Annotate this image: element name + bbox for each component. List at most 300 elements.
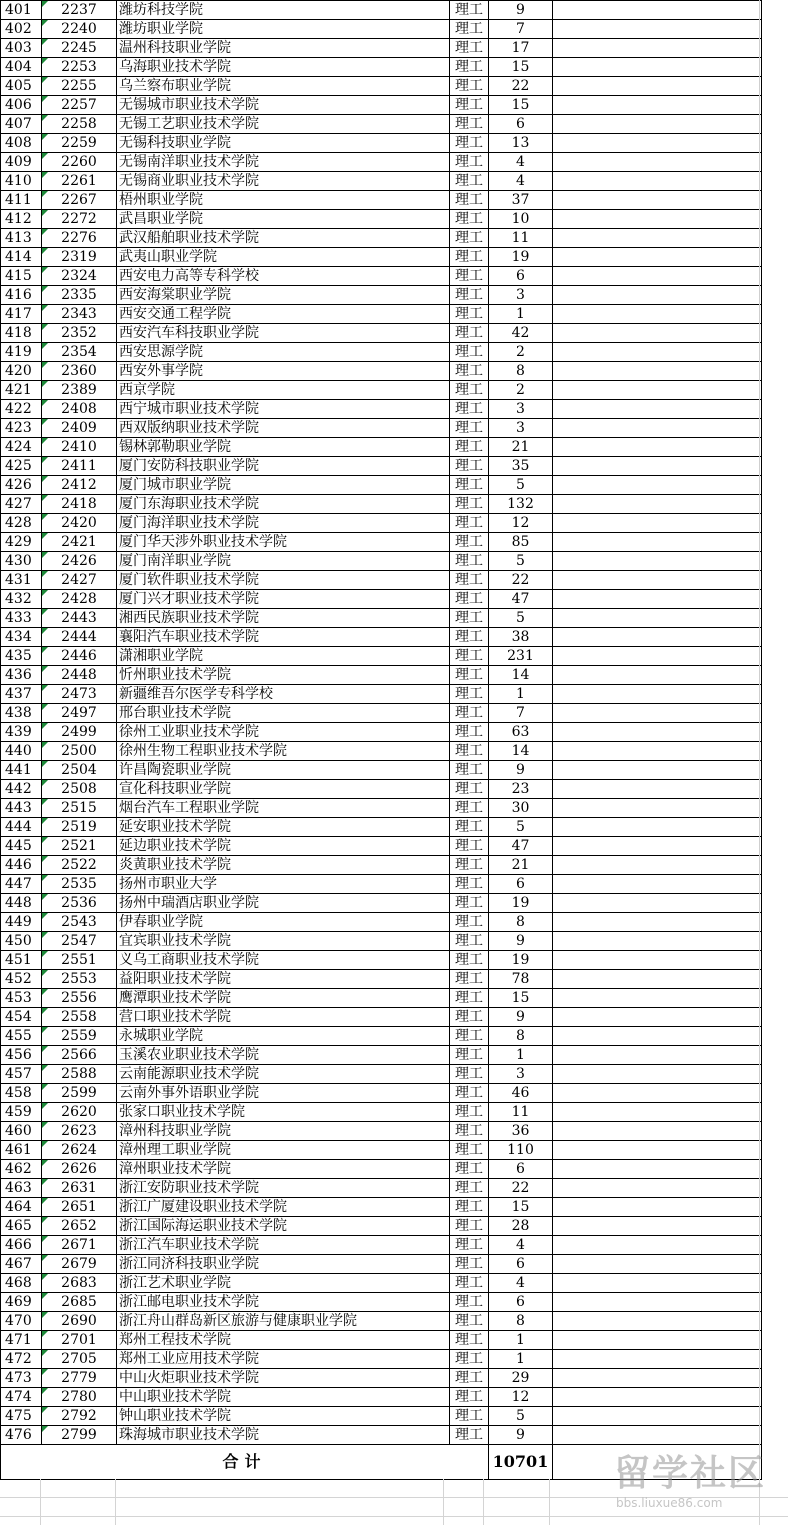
row-number-cell: 460 — [1, 1122, 42, 1141]
row-number-cell: 426 — [1, 476, 42, 495]
count-cell: 42 — [489, 324, 553, 343]
empty-cell — [553, 1312, 762, 1331]
count-cell: 29 — [489, 1369, 553, 1388]
empty-cell — [553, 1255, 762, 1274]
row-number-cell: 464 — [1, 1198, 42, 1217]
table-row — [1, 533, 762, 552]
category-cell: 理工 — [450, 495, 489, 514]
empty-cell — [553, 134, 762, 153]
code-text: 2705 — [61, 1351, 97, 1367]
count-cell: 35 — [489, 457, 553, 476]
watermark-title: 留学社区 — [614, 1453, 767, 1494]
table-row — [1, 153, 762, 172]
row-number-cell: 433 — [1, 609, 42, 628]
code-cell — [42, 1, 117, 20]
row-number-cell: 446 — [1, 856, 42, 875]
empty-cell — [553, 780, 762, 799]
row-number-cell: 410 — [1, 172, 42, 191]
category-cell: 理工 — [450, 1027, 489, 1046]
error-indicator-icon — [42, 913, 48, 919]
row-number-cell: 448 — [1, 894, 42, 913]
table-row — [1, 457, 762, 476]
category-cell: 理工 — [450, 476, 489, 495]
error-indicator-icon — [42, 1312, 48, 1318]
error-indicator-icon — [42, 1179, 48, 1185]
code-cell — [42, 20, 117, 39]
code-text: 2253 — [61, 59, 97, 75]
table-row — [1, 286, 762, 305]
school-name-cell: 西京学院 — [117, 381, 450, 400]
row-number-cell: 445 — [1, 837, 42, 856]
school-name-cell: 潍坊科技学院 — [117, 1, 450, 20]
category-cell: 理工 — [450, 913, 489, 932]
error-indicator-icon — [42, 20, 48, 26]
error-indicator-icon — [42, 799, 48, 805]
row-number-cell: 474 — [1, 1388, 42, 1407]
row-number-cell: 422 — [1, 400, 42, 419]
row-number-cell: 403 — [1, 39, 42, 58]
table-row — [1, 685, 762, 704]
code-text: 2446 — [61, 648, 97, 664]
code-text: 2237 — [61, 2, 97, 18]
row-number-cell: 428 — [1, 514, 42, 533]
table-row — [1, 1217, 762, 1236]
category-cell: 理工 — [450, 552, 489, 571]
table-row — [1, 1160, 762, 1179]
code-cell — [42, 628, 117, 647]
error-indicator-icon — [42, 1027, 48, 1033]
code-text: 2535 — [61, 876, 97, 892]
error-indicator-icon — [42, 818, 48, 824]
count-cell: 6 — [489, 875, 553, 894]
empty-cell — [553, 856, 762, 875]
error-indicator-icon — [42, 628, 48, 634]
count-cell: 23 — [489, 780, 553, 799]
code-cell — [42, 457, 117, 476]
code-cell — [42, 856, 117, 875]
row-number-cell: 458 — [1, 1084, 42, 1103]
count-cell: 3 — [489, 419, 553, 438]
school-name-cell: 中山职业技术学院 — [117, 1388, 450, 1407]
table-row — [1, 1350, 762, 1369]
code-cell — [42, 1236, 117, 1255]
empty-cell — [553, 115, 762, 134]
error-indicator-icon — [42, 1084, 48, 1090]
row-number-cell: 415 — [1, 267, 42, 286]
row-number-cell: 429 — [1, 533, 42, 552]
error-indicator-icon — [42, 457, 48, 463]
count-cell: 1 — [489, 685, 553, 704]
error-indicator-icon — [42, 552, 48, 558]
error-indicator-icon — [42, 685, 48, 691]
row-number-cell: 462 — [1, 1160, 42, 1179]
category-cell: 理工 — [450, 381, 489, 400]
code-cell — [42, 894, 117, 913]
category-cell: 理工 — [450, 875, 489, 894]
code-text: 2497 — [61, 705, 97, 721]
code-text: 2631 — [61, 1180, 97, 1196]
category-cell: 理工 — [450, 1, 489, 20]
code-text: 2522 — [61, 857, 97, 873]
row-number-cell: 402 — [1, 20, 42, 39]
row-number-cell: 475 — [1, 1407, 42, 1426]
code-text: 2473 — [61, 686, 97, 702]
code-text: 2412 — [61, 477, 97, 493]
code-cell — [42, 1122, 117, 1141]
code-text: 2626 — [61, 1161, 97, 1177]
row-number-cell: 441 — [1, 761, 42, 780]
code-cell — [42, 1027, 117, 1046]
code-cell — [42, 419, 117, 438]
table-row — [1, 1331, 762, 1350]
total-value: 10701 — [489, 1445, 553, 1480]
code-text: 2690 — [61, 1313, 97, 1329]
empty-cell — [553, 210, 762, 229]
code-cell — [42, 286, 117, 305]
table-row — [1, 20, 762, 39]
gridline — [549, 1479, 550, 1525]
count-cell: 38 — [489, 628, 553, 647]
row-number-cell: 423 — [1, 419, 42, 438]
table-row — [1, 1293, 762, 1312]
code-cell — [42, 1426, 117, 1445]
table-row — [1, 381, 762, 400]
category-cell: 理工 — [450, 1046, 489, 1065]
row-number-cell: 405 — [1, 77, 42, 96]
count-cell: 19 — [489, 248, 553, 267]
category-cell: 理工 — [450, 286, 489, 305]
code-cell — [42, 799, 117, 818]
code-cell — [42, 951, 117, 970]
count-cell: 8 — [489, 1027, 553, 1046]
count-cell: 15 — [489, 58, 553, 77]
school-name-cell: 武昌职业学院 — [117, 210, 450, 229]
category-cell: 理工 — [450, 1103, 489, 1122]
category-cell: 理工 — [450, 362, 489, 381]
table-row — [1, 115, 762, 134]
empty-cell — [553, 1103, 762, 1122]
error-indicator-icon — [42, 438, 48, 444]
category-cell: 理工 — [450, 989, 489, 1008]
row-number-cell: 409 — [1, 153, 42, 172]
school-name-cell: 无锡商业职业技术学院 — [117, 172, 450, 191]
error-indicator-icon — [42, 1331, 48, 1337]
error-indicator-icon — [42, 172, 48, 178]
code-text: 2566 — [61, 1047, 97, 1063]
empty-cell — [553, 343, 762, 362]
category-cell: 理工 — [450, 1084, 489, 1103]
error-indicator-icon — [42, 343, 48, 349]
code-cell — [42, 39, 117, 58]
count-cell: 11 — [489, 229, 553, 248]
code-text: 2556 — [61, 990, 97, 1006]
error-indicator-icon — [42, 362, 48, 368]
category-cell: 理工 — [450, 1160, 489, 1179]
row-number-cell: 455 — [1, 1027, 42, 1046]
category-cell: 理工 — [450, 1141, 489, 1160]
count-cell: 21 — [489, 438, 553, 457]
empty-cell — [553, 1179, 762, 1198]
code-cell — [42, 58, 117, 77]
error-indicator-icon — [42, 96, 48, 102]
table-row — [1, 362, 762, 381]
empty-cell — [553, 1407, 762, 1426]
category-cell: 理工 — [450, 58, 489, 77]
table-row — [1, 932, 762, 951]
empty-cell — [553, 590, 762, 609]
row-number-cell: 435 — [1, 647, 42, 666]
code-text: 2276 — [61, 230, 97, 246]
school-name-cell: 西安海棠职业学院 — [117, 286, 450, 305]
code-cell — [42, 381, 117, 400]
empty-cell — [553, 77, 762, 96]
category-cell: 理工 — [450, 1331, 489, 1350]
category-cell: 理工 — [450, 837, 489, 856]
count-cell: 6 — [489, 267, 553, 286]
code-text: 2553 — [61, 971, 97, 987]
school-name-cell: 浙江舟山群岛新区旅游与健康职业学院 — [117, 1312, 450, 1331]
gridline — [115, 1479, 116, 1525]
empty-cell — [553, 1331, 762, 1350]
code-text: 2411 — [61, 458, 97, 474]
code-cell — [42, 571, 117, 590]
error-indicator-icon — [42, 1065, 48, 1071]
count-cell: 5 — [489, 818, 553, 837]
category-cell: 理工 — [450, 571, 489, 590]
row-number-cell: 476 — [1, 1426, 42, 1445]
empty-cell — [553, 400, 762, 419]
school-name-cell: 鹰潭职业技术学院 — [117, 989, 450, 1008]
count-cell: 36 — [489, 1122, 553, 1141]
category-cell: 理工 — [450, 172, 489, 191]
code-cell — [42, 1388, 117, 1407]
code-cell — [42, 267, 117, 286]
code-text: 2258 — [61, 116, 97, 132]
table-row — [1, 780, 762, 799]
table-row — [1, 58, 762, 77]
empty-cell — [553, 951, 762, 970]
count-cell: 12 — [489, 514, 553, 533]
code-cell — [42, 818, 117, 837]
code-cell — [42, 191, 117, 210]
school-name-cell: 乌兰察布职业学院 — [117, 77, 450, 96]
empty-cell — [553, 894, 762, 913]
code-cell — [42, 1312, 117, 1331]
code-text: 2685 — [61, 1294, 97, 1310]
count-cell: 1 — [489, 305, 553, 324]
count-cell: 9 — [489, 1426, 553, 1445]
category-cell: 理工 — [450, 77, 489, 96]
school-name-cell: 襄阳汽车职业技术学院 — [117, 628, 450, 647]
code-cell — [42, 1255, 117, 1274]
count-cell: 8 — [489, 913, 553, 932]
table-row — [1, 172, 762, 191]
school-name-cell: 湘西民族职业技术学院 — [117, 609, 450, 628]
table-row — [1, 1255, 762, 1274]
empty-cell — [553, 457, 762, 476]
school-name-cell: 新疆维吾尔医学专科学校 — [117, 685, 450, 704]
code-text: 2519 — [61, 819, 97, 835]
table-row — [1, 1236, 762, 1255]
table-row — [1, 951, 762, 970]
count-cell: 17 — [489, 39, 553, 58]
row-number-cell: 454 — [1, 1008, 42, 1027]
category-cell: 理工 — [450, 1426, 489, 1445]
count-cell: 19 — [489, 894, 553, 913]
count-cell: 110 — [489, 1141, 553, 1160]
row-number-cell: 434 — [1, 628, 42, 647]
table-row — [1, 1103, 762, 1122]
code-text: 2679 — [61, 1256, 97, 1272]
table-row — [1, 761, 762, 780]
error-indicator-icon — [42, 1141, 48, 1147]
table-row — [1, 723, 762, 742]
error-indicator-icon — [42, 476, 48, 482]
code-text: 2255 — [61, 78, 97, 94]
empty-cell — [553, 1198, 762, 1217]
table-row — [1, 894, 762, 913]
row-number-cell: 408 — [1, 134, 42, 153]
count-cell: 15 — [489, 989, 553, 1008]
table-row — [1, 1122, 762, 1141]
category-cell: 理工 — [450, 457, 489, 476]
table-row — [1, 1065, 762, 1084]
code-cell — [42, 609, 117, 628]
code-cell — [42, 1217, 117, 1236]
empty-cell — [553, 628, 762, 647]
empty-cell — [553, 1008, 762, 1027]
count-cell: 2 — [489, 381, 553, 400]
row-number-cell: 463 — [1, 1179, 42, 1198]
row-number-cell: 404 — [1, 58, 42, 77]
row-number-cell: 425 — [1, 457, 42, 476]
table-row — [1, 571, 762, 590]
table-row — [1, 552, 762, 571]
empty-cell — [553, 875, 762, 894]
error-indicator-icon — [42, 742, 48, 748]
row-number-cell: 416 — [1, 286, 42, 305]
code-text: 2508 — [61, 781, 97, 797]
code-cell — [42, 1369, 117, 1388]
code-text: 2620 — [61, 1104, 97, 1120]
row-number-cell: 430 — [1, 552, 42, 571]
count-cell: 1 — [489, 1331, 553, 1350]
table-row — [1, 191, 762, 210]
code-text: 2599 — [61, 1085, 97, 1101]
count-cell: 11 — [489, 1103, 553, 1122]
code-text: 2389 — [61, 382, 97, 398]
category-cell: 理工 — [450, 628, 489, 647]
error-indicator-icon — [42, 647, 48, 653]
table-row — [1, 419, 762, 438]
empty-cell — [553, 742, 762, 761]
school-name-cell: 无锡城市职业技术学院 — [117, 96, 450, 115]
school-name-cell: 浙江汽车职业技术学院 — [117, 1236, 450, 1255]
row-number-cell: 461 — [1, 1141, 42, 1160]
error-indicator-icon — [42, 191, 48, 197]
row-number-cell: 456 — [1, 1046, 42, 1065]
gridline — [483, 1479, 484, 1525]
school-name-cell: 厦门南洋职业学院 — [117, 552, 450, 571]
code-cell — [42, 647, 117, 666]
table-row — [1, 39, 762, 58]
school-name-cell: 营口职业技术学院 — [117, 1008, 450, 1027]
code-text: 2779 — [61, 1370, 97, 1386]
count-cell: 15 — [489, 1198, 553, 1217]
code-cell — [42, 400, 117, 419]
row-number-cell: 466 — [1, 1236, 42, 1255]
category-cell: 理工 — [450, 514, 489, 533]
school-name-cell: 厦门海洋职业技术学院 — [117, 514, 450, 533]
empty-cell — [553, 552, 762, 571]
code-cell — [42, 134, 117, 153]
code-text: 2683 — [61, 1275, 97, 1291]
category-cell: 理工 — [450, 666, 489, 685]
code-cell — [42, 1103, 117, 1122]
row-number-cell: 469 — [1, 1293, 42, 1312]
total-label: 合计 — [1, 1445, 489, 1480]
empty-cell — [553, 191, 762, 210]
empty-cell — [553, 1046, 762, 1065]
code-cell — [42, 552, 117, 571]
category-cell: 理工 — [450, 742, 489, 761]
empty-cell — [553, 932, 762, 951]
error-indicator-icon — [42, 58, 48, 64]
count-cell: 4 — [489, 1236, 553, 1255]
school-name-cell: 许昌陶瓷职业学院 — [117, 761, 450, 780]
code-text: 2418 — [61, 496, 97, 512]
code-cell — [42, 210, 117, 229]
count-cell: 3 — [489, 286, 553, 305]
count-cell: 14 — [489, 742, 553, 761]
empty-cell — [553, 723, 762, 742]
category-cell: 理工 — [450, 20, 489, 39]
row-number-cell: 414 — [1, 248, 42, 267]
row-number-cell: 431 — [1, 571, 42, 590]
category-cell: 理工 — [450, 780, 489, 799]
code-text: 2360 — [61, 363, 97, 379]
code-cell — [42, 533, 117, 552]
error-indicator-icon — [42, 533, 48, 539]
category-cell: 理工 — [450, 1274, 489, 1293]
code-text: 2536 — [61, 895, 97, 911]
row-number-cell: 473 — [1, 1369, 42, 1388]
count-cell: 4 — [489, 1274, 553, 1293]
empty-cell — [553, 1369, 762, 1388]
category-cell: 理工 — [450, 210, 489, 229]
empty-cell — [553, 609, 762, 628]
code-text: 2240 — [61, 21, 97, 37]
table-row — [1, 913, 762, 932]
row-number-cell: 439 — [1, 723, 42, 742]
code-cell — [42, 685, 117, 704]
count-cell: 10 — [489, 210, 553, 229]
empty-cell — [553, 1426, 762, 1445]
category-cell: 理工 — [450, 1369, 489, 1388]
error-indicator-icon — [42, 856, 48, 862]
table-row — [1, 666, 762, 685]
row-number-cell: 453 — [1, 989, 42, 1008]
row-number-cell: 418 — [1, 324, 42, 343]
code-text: 2409 — [61, 420, 97, 436]
code-text: 2547 — [61, 933, 97, 949]
school-name-cell: 郑州工程技术学院 — [117, 1331, 450, 1350]
error-indicator-icon — [42, 1008, 48, 1014]
code-text: 2792 — [61, 1408, 97, 1424]
table-row — [1, 704, 762, 723]
code-cell — [42, 514, 117, 533]
code-cell — [42, 761, 117, 780]
